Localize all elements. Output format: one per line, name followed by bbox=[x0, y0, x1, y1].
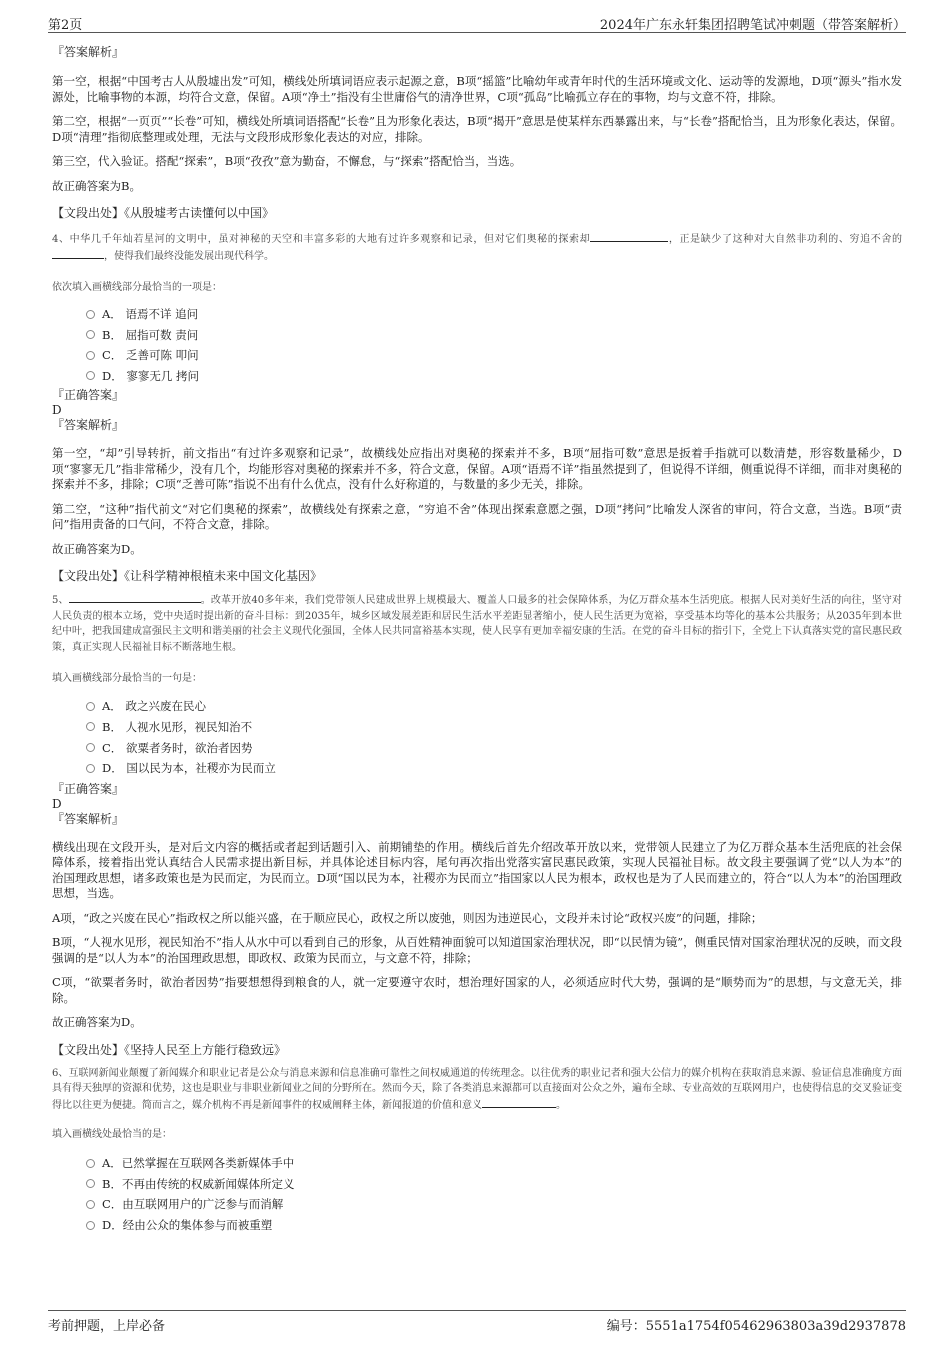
analysis-paragraph: 第二空，根据“一页页”“长卷”可知，横线处所填词语搭配“长卷”且为形象化表达，B项“揭开”意思是使某样东西暴露出来，与“长卷”搭配恰当，且为形象化表达，保留。D项“清理”指彻底整理或处理，无法与文段形成形象化表达的对应，排除。 bbox=[52, 114, 902, 144]
radio-icon[interactable] bbox=[86, 702, 95, 711]
radio-icon[interactable] bbox=[86, 722, 95, 731]
analysis-paragraph: 第一空，根据“中国考古人从殷墟出发”可知，横线处所填词语应表示起源之意，B项“摇篮”比喻幼年或青年时代的生活环境或文化、运动等的发源地，D项“源头”指水发源处，比喻事物的本源，均符合文意，保留。A项“净土”指没有尘世庸俗气的清净世界，C项“孤岛”比喻孤立存在的事物，均与文意不符，排除。 bbox=[52, 74, 902, 104]
option-a[interactable]: A． 语焉不详 追问 bbox=[86, 304, 902, 325]
analysis-tag: 『答案解析』 bbox=[52, 418, 125, 433]
correct-answer: D bbox=[52, 796, 62, 811]
analysis-paragraph: 第三空，代入验证。搭配“探索”，B项“孜孜”意为勤奋，不懈怠，与“探索”搭配恰当，当选。 bbox=[52, 154, 522, 168]
radio-icon[interactable] bbox=[86, 330, 95, 339]
analysis-paragraph: 第一空，“却”引导转折，前文指出“有过许多观察和记录”，故横线处应指出对奥秘的探索并不多，B项“屈指可数”意思是扳着手指就可以数清楚，形容数量稀少，D项“寥寥无几”指非常稀少，没有几个，均能形容对奥秘的探索并不多，符合文意，保留。A项“语焉不详”指虽然提到了，但说得不详细，侧重说得不详细，而非对奥秘的探索并不多，排除；C项“乏善可陈”指说不出有什么优点，没有什么好称道的，与数量的多少无关，排除。 bbox=[52, 446, 902, 492]
analysis-paragraph: C项，“欲粟者务时，欲治者因势”指要想想得到粮食的人，就一定要遵守农时，想治理好国家的人，必须适应时代大势，强调的是“顺势而为”的思想，与文意无关，排除。 bbox=[52, 975, 902, 1005]
radio-icon[interactable] bbox=[86, 1179, 95, 1188]
stem-text: 4、中华几千年灿若星河的文明中，虽对神秘的天空和丰富多彩的大地有过许多观察和记录，但对它们奥秘的探索却 bbox=[52, 234, 591, 245]
radio-icon[interactable] bbox=[86, 764, 95, 773]
radio-icon[interactable] bbox=[86, 310, 95, 319]
option-d[interactable]: D． 寥寥无几 拷问 bbox=[86, 366, 902, 387]
page-number: 第2页 bbox=[48, 18, 83, 33]
analysis-paragraph: 第二空，“这种”指代前文“对它们奥秘的探索”，故横线处有探索之意，“穷追不舍”体现出探索意愿之强，D项“拷问”比喻发人深省的审问，符合文意，当选。B项“责问”指用责备的口气问，不符合文意，排除。 bbox=[52, 501, 902, 532]
analysis-tag: 『答案解析』 bbox=[52, 811, 125, 826]
option-c[interactable]: C． 欲粟者务时，欲治者因势 bbox=[86, 738, 902, 759]
radio-icon[interactable] bbox=[86, 371, 95, 380]
source-citation: 【文段出处】《让科学精神根植未来中国文化基因》 bbox=[52, 569, 323, 584]
options-list bbox=[86, 696, 902, 778]
radio-icon[interactable] bbox=[86, 351, 95, 360]
option-c[interactable]: C．由互联网用户的广泛参与而消解 bbox=[86, 1194, 902, 1215]
option-b[interactable]: B． 人视水见形，视民知治不 bbox=[86, 717, 902, 738]
analysis-tag: 『答案解析』 bbox=[52, 45, 125, 59]
radio-icon[interactable] bbox=[86, 1200, 95, 1209]
radio-icon[interactable] bbox=[86, 1221, 95, 1230]
document-body bbox=[52, 44, 902, 1236]
stem-text: ，正是缺少了这种对大自然非功利的、穷追不舍的 bbox=[668, 234, 902, 245]
option-a[interactable]: A．已然掌握在互联网各类新媒体手中 bbox=[86, 1153, 902, 1174]
question-prompt: 依次填入画横线部分最恰当的一项是： bbox=[52, 282, 222, 293]
fill-blank bbox=[590, 231, 668, 242]
stem-text: 。改革开放40多年来，我们党带领人民建成世界上规模最大、覆盖人口最多的社会保障体系，为亿万群众基本生活兜底。根据人民对美好生活的向往，坚守对人民负责的根本立场，党中央适时提出新的奋斗目标：到2035年，城乡区域发展差距和居民生活水平差距显著缩小，使人民生活更为宽裕，享受基本均等化的基本公共服务；从2035年到本世纪中叶，把我国建成富强民主文明和谐美丽的社会主义现代化强国，全体人民共同富裕基本实现，使人民享有更加幸福安康的生活。在党的奋斗目标的指引下，全党上下认真落实党的富民惠民政策，真正实现人民福祉目标不断落地生根。 bbox=[52, 595, 902, 653]
page-footer bbox=[48, 1310, 906, 1333]
analysis-paragraph: B项，“人视水见形，视民知治不”指人从水中可以看到自己的形象，从百姓精神面貌可以知道国家治理状况，即“以民情为镜”，侧重民情对国家治理状况的反映，而文段强调的是“以人为本”的治国理政思想，即政权、政策为民而立，与文意不符，排除； bbox=[52, 935, 902, 965]
source-citation: 【文段出处】《坚持人民至上方能行稳致远》 bbox=[52, 1042, 287, 1057]
radio-icon[interactable] bbox=[86, 743, 95, 752]
answer-conclusion: 故正确答案为B。 bbox=[52, 178, 141, 193]
radio-icon[interactable] bbox=[86, 1159, 95, 1168]
fill-blank bbox=[69, 592, 201, 603]
question-stem bbox=[52, 231, 902, 264]
stem-text: ，使得我们最终没能发展出现代科学。 bbox=[104, 250, 274, 262]
analysis-paragraph: A项，“政之兴废在民心”指政权之所以能兴盛，在于顺应民心，政权之所以废弛，则因为违逆民心，文段并未讨论“政权兴废”的问题，排除； bbox=[52, 910, 763, 925]
answer-conclusion: 故正确答案为D。 bbox=[52, 1015, 142, 1030]
option-a[interactable]: A． 政之兴废在民心 bbox=[86, 696, 902, 717]
option-d[interactable]: D．经由公众的集体参与而被重塑 bbox=[86, 1215, 902, 1236]
option-c[interactable]: C． 乏善可陈 叩问 bbox=[86, 345, 902, 366]
stem-text: 5、 bbox=[52, 595, 69, 607]
answer-conclusion: 故正确答案为D。 bbox=[52, 541, 142, 556]
fill-blank bbox=[52, 248, 104, 259]
option-b[interactable]: B． 屈指可数 责问 bbox=[86, 325, 902, 346]
document-id: 编号：5551a1754f05462963803a39d2937878 bbox=[606, 1319, 906, 1334]
stem-text: 6、互联网新闻业颠覆了新闻媒介和职业记者是公众与消息来源和信息准确可靠性之间权威通道的传统理念。以往优秀的职业记者和强大公信力的媒介机构在获取消息来源、验证信息准确度方面具有得天独厚的资源和优势，这也是职业与非职业新闻业之间的分野所在。然而今天，除了各类消息来源都可以直接面对公众之外，遍布全球、专业高效的互联网用户，也使得信息的交叉验证变得比以往更为便捷。简而言之，媒介机构不再是新闻事件的权威阐释主体，新闻报道的价值和意义 bbox=[52, 1067, 902, 1111]
analysis-paragraph: 横线出现在文段开头，是对后文内容的概括或者起到话题引入、前期铺垫的作用。横线后首先介绍改革开放以来，党带领人民建立了为亿万群众基本生活兜底的社会保障体系，接着指出党认真结合人民需求提出新目标，并具体论述目标内容，尾句再次指出党落实富民惠民政策，实现人民福祉目标。故文段主要强调了党“以人为本”的治国理政思想，诸多政策也是为民而定，为民而立。D项“国以民为本，社稷亦为民而立”指国家以人民为根本，政权也是为了人民而建立的，符合“以人为本”的治国理政思想，当选。 bbox=[52, 839, 902, 901]
source-citation: 【文段出处】《从殷墟考古读懂何以中国》 bbox=[52, 206, 275, 220]
page-header bbox=[48, 12, 906, 33]
option-b[interactable]: B．不再由传统的权威新闻媒体所定义 bbox=[86, 1174, 902, 1195]
footer-slogan: 考前押题，上岸必备 bbox=[48, 1319, 166, 1334]
question-stem bbox=[52, 1066, 902, 1114]
correct-answer: D bbox=[52, 403, 62, 418]
question-prompt: 填入画横线部分最恰当的一句是： bbox=[52, 673, 202, 685]
correct-answer-tag: 『正确答案』 bbox=[52, 781, 125, 796]
correct-answer-tag: 『正确答案』 bbox=[52, 388, 125, 403]
document-title: 2024年广东永轩集团招聘笔试冲刺题（带答案解析） bbox=[599, 18, 906, 33]
options-list bbox=[86, 1153, 902, 1235]
fill-blank bbox=[482, 1097, 556, 1108]
options-list bbox=[86, 304, 902, 386]
stem-text: 。 bbox=[556, 1099, 566, 1111]
question-prompt: 填入画横线处最恰当的是： bbox=[52, 1129, 172, 1141]
question-stem bbox=[52, 592, 902, 655]
option-d[interactable]: D． 国以民为本，社稷亦为民而立 bbox=[86, 758, 902, 779]
